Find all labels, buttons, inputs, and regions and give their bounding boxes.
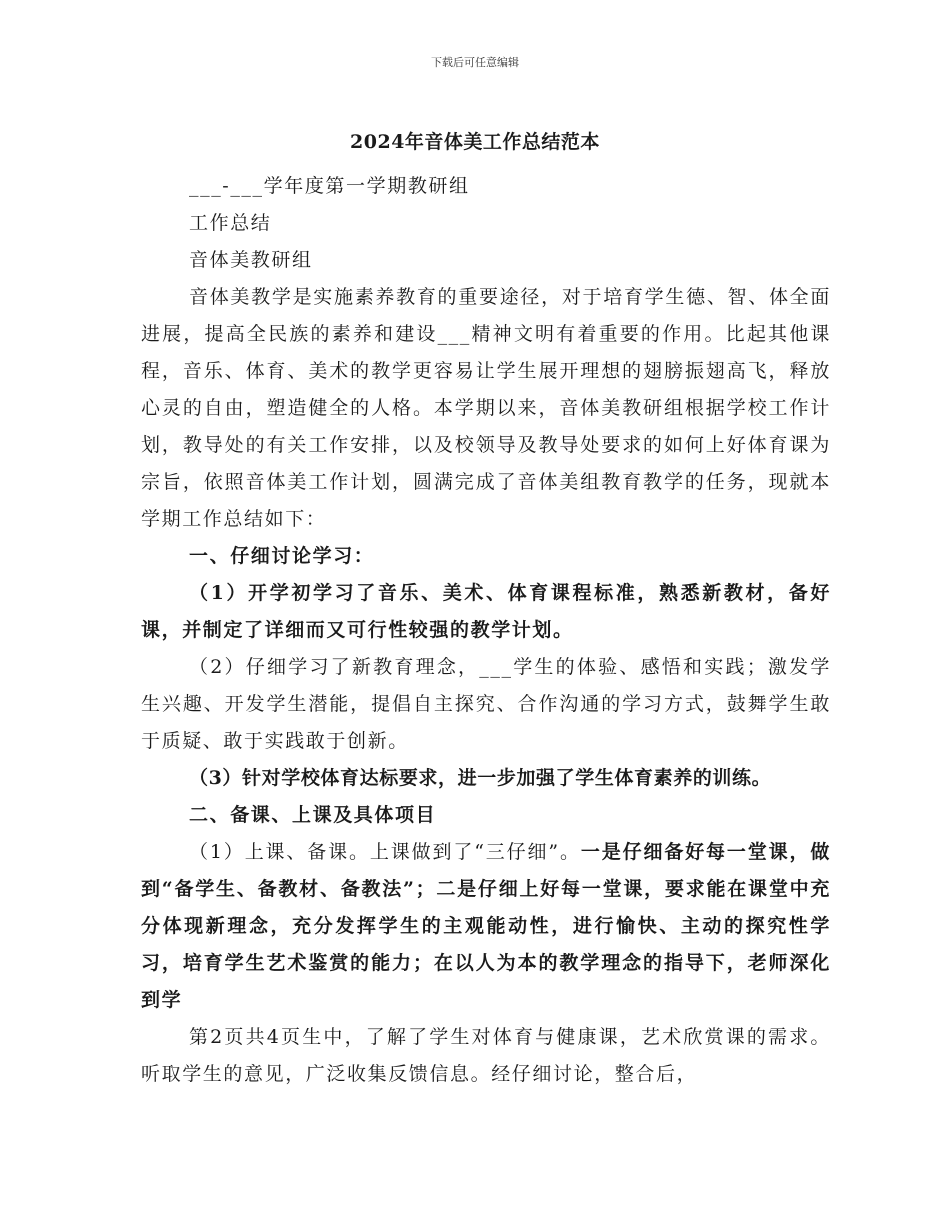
paragraph-continuation: 第2页共4页生中，了解了学生对体育与健康课，艺术欣赏课的需求。听取学生的意见，广泛收集反馈信息。经仔细讨论，整合后， — [141, 1026, 831, 1085]
paragraph-lessons-intro: （1）上课、备课。上课做到了“三仔细”。 — [189, 841, 581, 863]
paragraph-item-1: （1）开学初学习了音乐、美术、体育课程标准，熟悉新教材，备好课，并制定了详细而又可行性较强的教学计划。 — [141, 582, 831, 641]
document-title: 2024年音体美工作总结范本 — [350, 131, 600, 153]
paragraph-lessons — [141, 834, 831, 1019]
paragraph-item-3: （3）针对学校体育达标要求，进一步加强了学生体育素养的训练。 — [189, 767, 772, 789]
paragraph-introduction: 音体美教学是实施素养教育的重要途径，对于培育学生德、智、体全面进展，提高全民族的素养和建设___精神文明有着重要的作用。比起其他课程，音乐、体育、美术的教学更容易让学生展开理想的翅膀振翅高飞，释放心灵的自由，塑造健全的人格。本学期以来，音体美教研组根据学校工作计划，教导处的有关工作安排，以及校领导及教导处要求的如何上好体育课为宗旨，依照音体美工作计划，圆满完成了音体美组教育教学的任务，现就本学期工作总结如下： — [141, 286, 831, 530]
paragraph-term-heading: ___-___学年度第一学期教研组 — [189, 175, 470, 197]
document-body — [141, 168, 831, 1093]
section-heading-lessons: 二、备课、上课及具体项目 — [189, 804, 437, 826]
header-note: 下载后可任意编辑 — [431, 56, 519, 69]
paragraph-group-name: 音体美教研组 — [189, 249, 313, 271]
paragraph-lessons-bold: 一是仔细备好每一堂课，做到“备学生、备教材、备教法”；二是仔细上好每一堂课，要求能在课堂中充分体现新理念，充分发挥学生的主观能动性，进行愉快、主动的探究性学习，培育学生艺术鉴赏的能力；在以人为本的教学理念的指导下，老师深化到学 — [141, 841, 831, 1011]
paragraph-summary-label: 工作总结 — [189, 212, 272, 234]
paragraph-item-2: （2）仔细学习了新教育理念，___学生的体验、感悟和实践；激发学生兴趣、开发学生潜能，提倡自主探究、合作沟通的学习方式，鼓舞学生敢于质疑、敢于实践敢于创新。 — [141, 656, 831, 752]
section-heading-study: 一、仔细讨论学习： — [189, 545, 375, 567]
